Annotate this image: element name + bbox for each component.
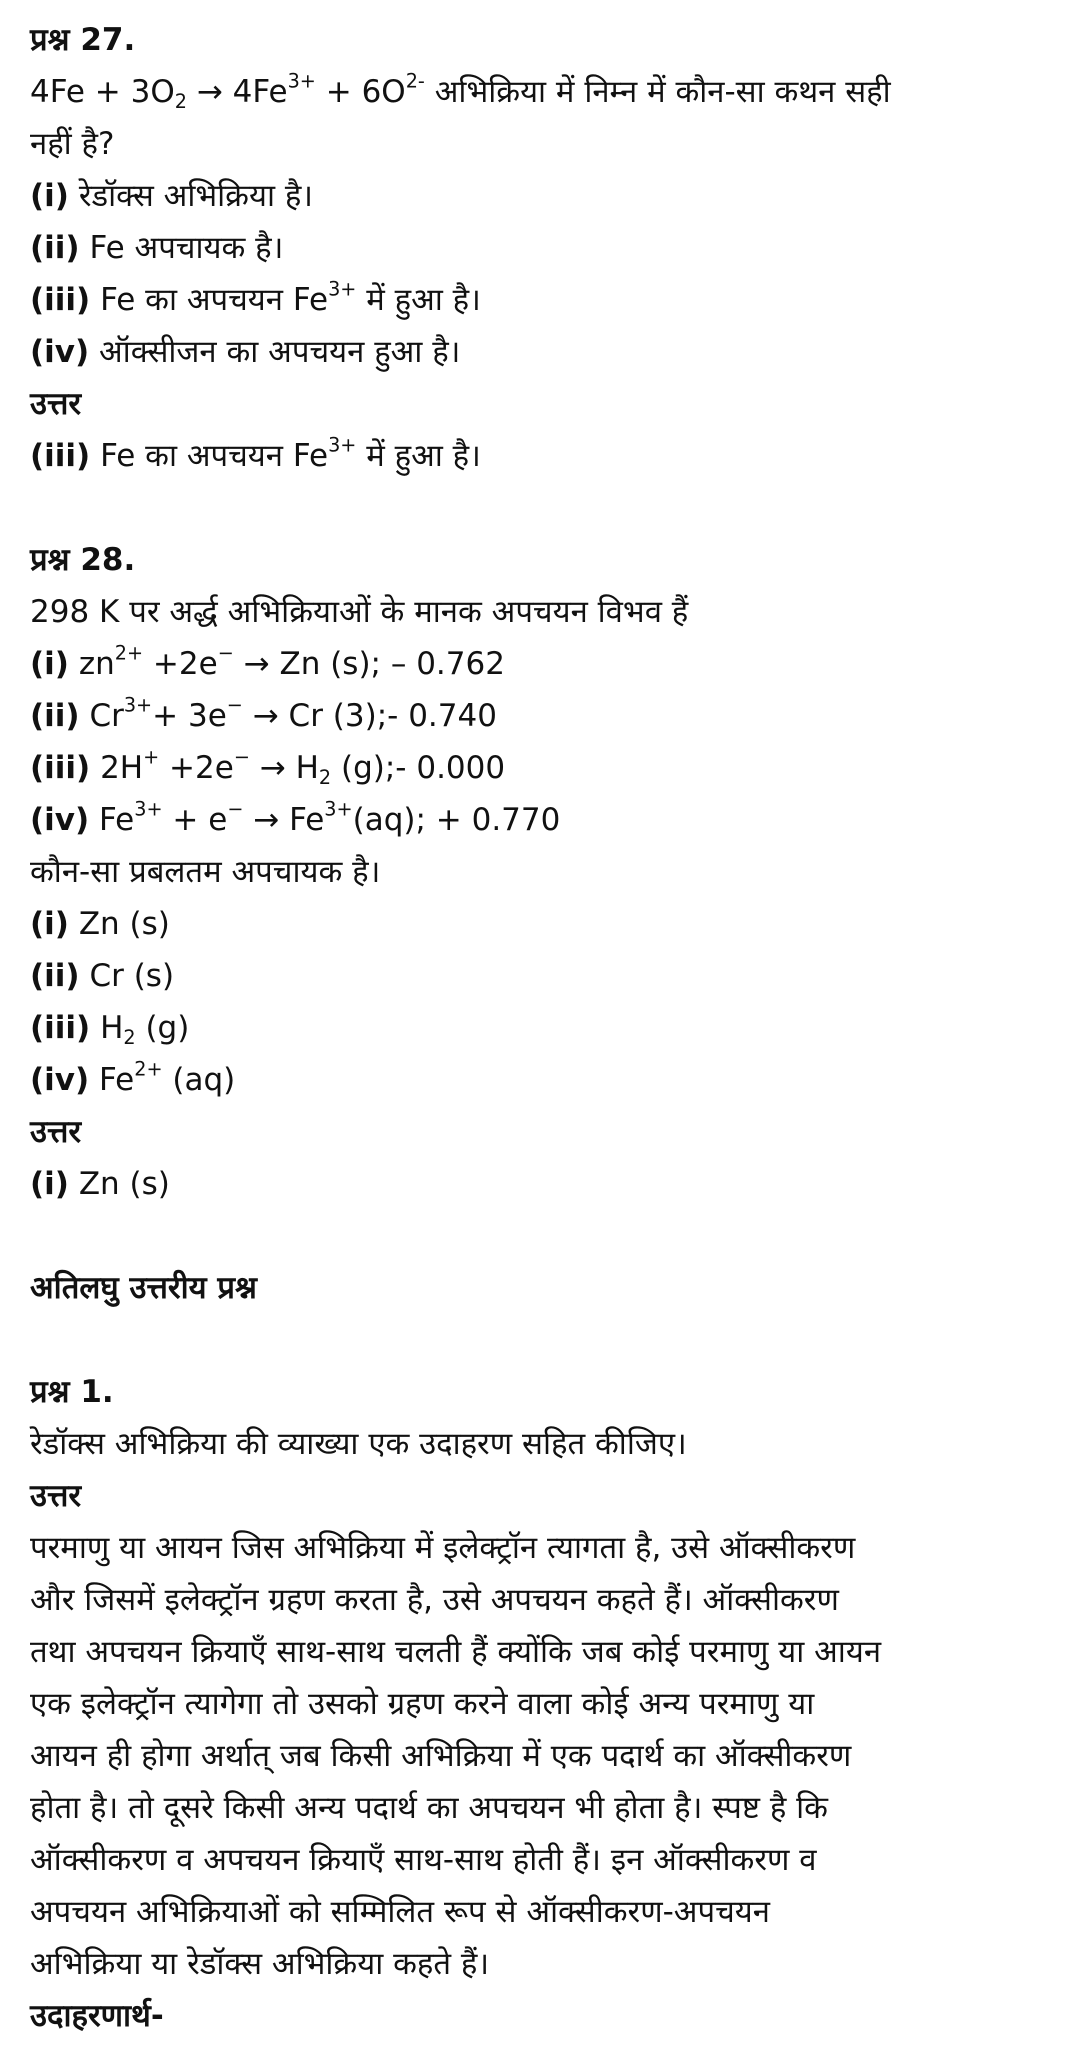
q27-answer-label: उत्तर: [30, 386, 82, 422]
q28-option-2: (ii) Cr (s): [30, 958, 175, 994]
q1-answer-label: उत्तर: [30, 1478, 82, 1514]
q28-option-4: (iv) $Fe^{2+}$ (aq): [30, 1057, 236, 1098]
spacer: [30, 482, 1060, 534]
q28-question: कौन-सा प्रबलतम अपचायक है।: [30, 854, 381, 890]
q1-example-label: उदाहरणार्थ-: [30, 1998, 164, 2034]
q1-title: प्रश्न 1.: [30, 1374, 114, 1410]
q1-answer-line: परमाणु या आयन जिस अभिक्रिया में इलेक्ट्रॉन त्यागता है, उसे ऑक्सीकरण: [30, 1530, 856, 1566]
q27-option-1: (i) रेडॉक्स अभिक्रिया है।: [30, 178, 314, 214]
q1-answer-line: तथा अपचयन क्रियाएँ साथ-साथ चलती हैं क्योंकि जब कोई परमाणु या आयन: [30, 1634, 882, 1670]
q1-question: रेडॉक्स अभिक्रिया की व्याख्या एक उदाहरण सहित कीजिए।: [30, 1426, 687, 1462]
q27-question-line2: नहीं है?: [30, 126, 115, 162]
q1-answer-line: ऑक्सीकरण व अपचयन क्रियाएँ साथ-साथ होती हैं। इन ऑक्सीकरण व: [30, 1842, 817, 1878]
q27-question-line1: $4Fe + 3O_2 \to 4Fe^{3+} + 6O^{2-}$ अभिक्रिया में निम्न में कौन-सा कथन सही: [30, 69, 891, 113]
q27-option-3: (iii) Fe का अपचयन $Fe^{3+}$ में हुआ है।: [30, 277, 481, 318]
q1-answer-line: होता है। तो दूसरे किसी अन्य पदार्थ का अपचयन भी होता है। स्पष्ट है कि: [30, 1790, 828, 1826]
spacer: [30, 1314, 1060, 1366]
q28-reaction-2: (ii) $Cr^{3+}+ 3e^- \to Cr$ (3);- 0.740: [30, 693, 497, 734]
q28-reaction-3: (iii) $2H^+ +2e^- \to H_2$ (g);- 0.000: [30, 745, 506, 789]
q1-answer-line: अपचयन अभिक्रियाओं को सम्मिलित रूप से ऑक्सीकरण-अपचयन: [30, 1894, 770, 1930]
q27-title: प्रश्न 27.: [30, 22, 136, 58]
q27-answer: (iii) Fe का अपचयन $Fe^{3+}$ में हुआ है।: [30, 433, 481, 474]
q1-answer-line: और जिसमें इलेक्ट्रॉन ग्रहण करता है, उसे अपचयन कहते हैं। ऑक्सीकरण: [30, 1582, 839, 1618]
q28-answer: (i) Zn (s): [30, 1166, 170, 1202]
q28-option-3: (iii) $H_2$ (g): [30, 1010, 190, 1049]
q28-reaction-4: (iv) $Fe^{3+} + e^- \to Fe^{3+}(aq)$; + 0.770: [30, 797, 561, 838]
q28-reaction-1: (i) $zn^{2+} +2e^- \to Zn$ (s); – 0.762: [30, 641, 505, 682]
q27-option-2: (ii) Fe अपचायक है।: [30, 230, 284, 266]
section-heading: अतिलघु उत्तरीय प्रश्न: [30, 1270, 257, 1306]
q28-intro: 298 K पर अर्द्ध अभिक्रियाओं के मानक अपचयन विभव हैं: [30, 594, 689, 630]
q28-title: प्रश्न 28.: [30, 542, 136, 578]
q1-answer-line: अभिक्रिया या रेडॉक्स अभिक्रिया कहते हैं।: [30, 1946, 490, 1982]
q28-option-1: (i) Zn (s): [30, 906, 170, 942]
q28-answer-label: उत्तर: [30, 1114, 82, 1150]
q27-option-4: (iv) ऑक्सीजन का अपचयन हुआ है।: [30, 334, 461, 370]
spacer: [30, 1210, 1060, 1262]
q1-answer-line: एक इलेक्ट्रॉन त्यागेगा तो उसको ग्रहण करने वाला कोई अन्य परमाणु या: [30, 1686, 815, 1722]
q1-answer-line: आयन ही होगा अर्थात् जब किसी अभिक्रिया में एक पदार्थ का ऑक्सीकरण: [30, 1738, 852, 1774]
